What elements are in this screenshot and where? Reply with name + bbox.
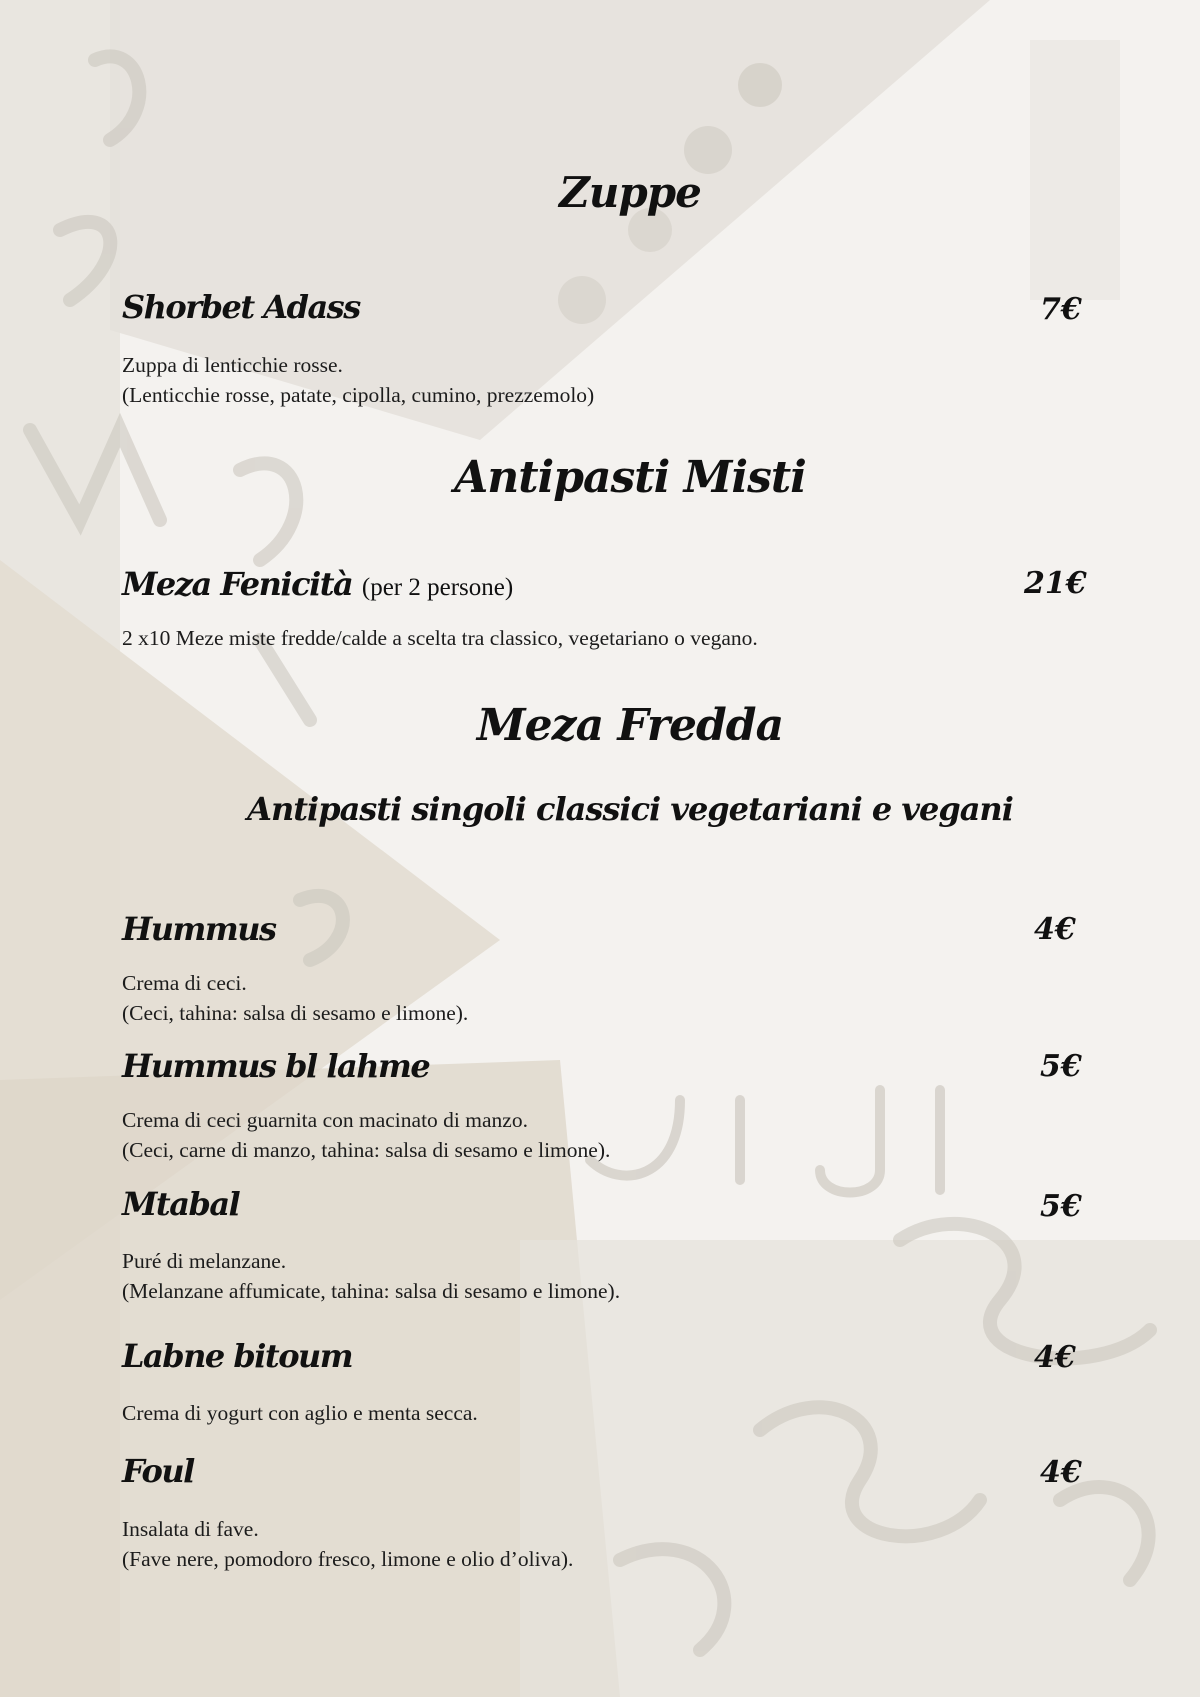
dish-name-meza-fenicita: [122, 565, 513, 603]
description-line: Crema di ceci.: [122, 971, 247, 995]
dish-description-mtabal: [122, 1246, 620, 1306]
description-line: 2 x10 Meze miste fredde/calde a scelta tra classico, vegetariano o vegano.: [122, 626, 758, 650]
description-line: Puré di melanzane.: [122, 1249, 287, 1273]
section-subtitle-meza-fredda: Antipasti singoli classici vegetariani e vegani: [247, 790, 1013, 828]
description-line: Zuppa di lenticchie rosse.: [122, 353, 343, 377]
description-line: (Ceci, tahina: salsa di sesamo e limone).: [122, 1001, 469, 1025]
section-title-zuppe: Zuppe: [559, 168, 701, 217]
dish-note: (per 2 persone): [361, 574, 514, 601]
dish-price-labne-bitoum: 4€: [1034, 1340, 1076, 1375]
dish-name-text: Meza Fenicità: [122, 565, 353, 603]
dish-price-mtabal: 5€: [1040, 1189, 1082, 1224]
dish-name-shorbet-adass: Shorbet Adass: [122, 288, 360, 326]
section-title-antipasti-misti: Antipasti Misti: [454, 452, 806, 503]
dish-description-hummus: [122, 968, 468, 1028]
dish-price-shorbet-adass: 7€: [1040, 292, 1082, 327]
dish-price-meza-fenicita: 21€: [1024, 566, 1087, 601]
dish-price-hummus-bl-lahme: 5€: [1040, 1049, 1082, 1084]
dish-name-labne-bitoum: Labne bitoum: [122, 1337, 353, 1375]
dish-name-foul: Foul: [122, 1452, 194, 1490]
description-line: Crema di ceci guarnita con macinato di manzo.: [122, 1108, 528, 1132]
description-line: (Lenticchie rosse, patate, cipolla, cumino, prezzemolo): [122, 383, 595, 407]
dish-description-foul: [122, 1514, 573, 1574]
dish-description-shorbet-adass: [122, 350, 594, 410]
dish-description-labne-bitoum: [122, 1398, 478, 1428]
dish-description-hummus-bl-lahme: [122, 1105, 610, 1165]
description-line: (Melanzane affumicate, tahina: salsa di sesamo e limone).: [122, 1279, 621, 1303]
description-line: Crema di yogurt con aglio e menta secca.: [122, 1401, 478, 1425]
dish-name-hummus-bl-lahme: Hummus bl lahme: [122, 1047, 430, 1085]
section-title-meza-fredda: Meza Fredda: [476, 700, 784, 751]
dish-name-hummus: Hummus: [122, 910, 276, 948]
description-line: Insalata di fave.: [122, 1517, 259, 1541]
description-line: (Fave nere, pomodoro fresco, limone e olio d’oliva).: [122, 1547, 574, 1571]
dish-price-foul: 4€: [1040, 1455, 1082, 1490]
dish-description-meza-fenicita: [122, 623, 758, 653]
dish-price-hummus: 4€: [1034, 912, 1076, 947]
description-line: (Ceci, carne di manzo, tahina: salsa di sesamo e limone).: [122, 1138, 611, 1162]
dish-name-mtabal: Mtabal: [122, 1185, 240, 1223]
